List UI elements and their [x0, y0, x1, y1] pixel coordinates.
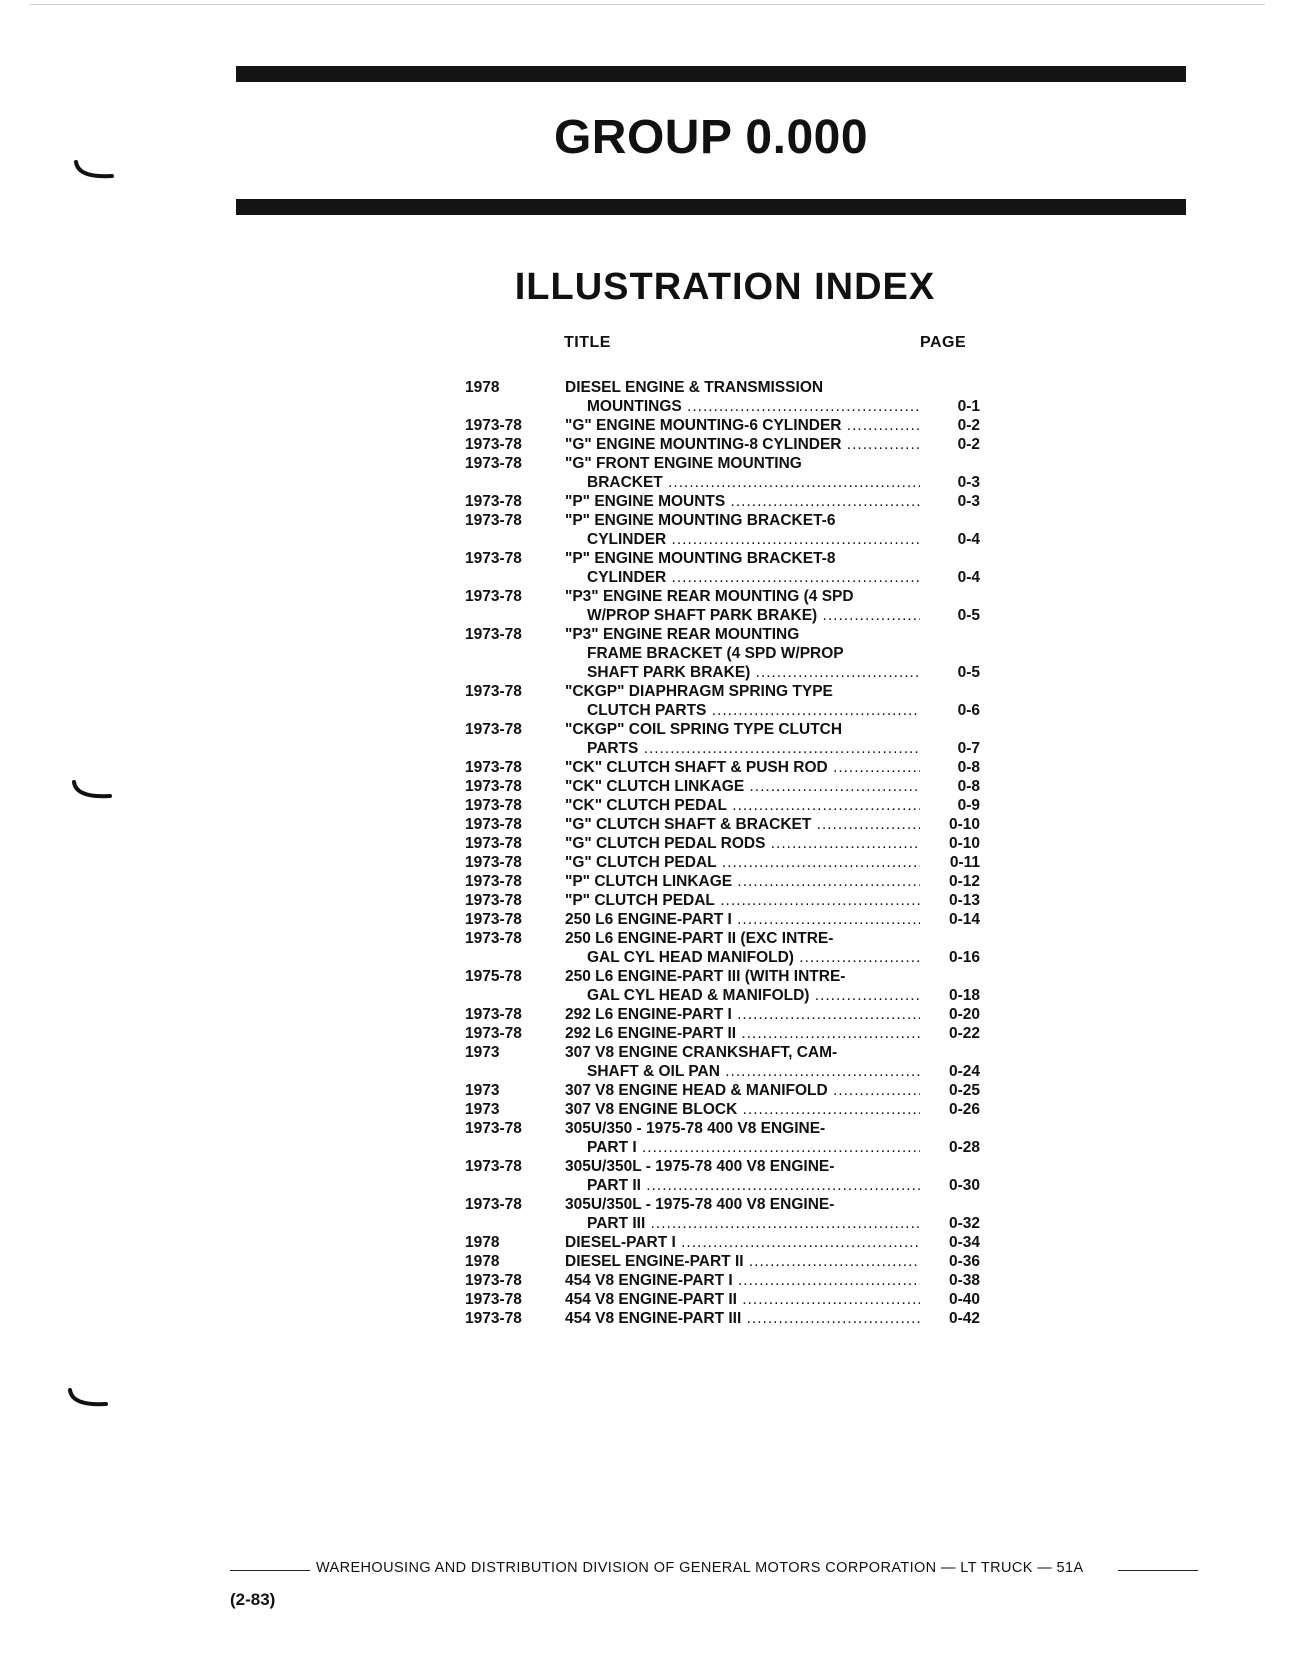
entry-title: "CK" CLUTCH PEDAL ..... — [565, 797, 920, 815]
entry-title: BRACKET ..... — [565, 474, 920, 492]
index-entry — [465, 625, 985, 682]
entry-year: 1973-78 — [465, 1120, 522, 1137]
entry-page: 0-36 — [948, 1253, 980, 1270]
entry-year: 1973-78 — [465, 892, 522, 909]
entry-title: DIESEL ENGINE & TRANSMISSION — [565, 379, 824, 396]
index-entry — [465, 1290, 985, 1309]
entry-year: 1975-78 — [465, 968, 522, 985]
entry-page: 0-12 — [948, 873, 980, 890]
entry-title: PART II ..... — [565, 1177, 920, 1195]
binder-hole-mark — [66, 1388, 110, 1410]
header-rule-top — [236, 66, 1186, 82]
index-entry-line — [465, 1157, 985, 1176]
index-entry-line — [465, 1100, 985, 1119]
index-entry-line — [465, 454, 985, 473]
index-entry-line — [465, 397, 985, 416]
index-entry — [465, 435, 985, 454]
entry-title: MOUNTINGS ..... — [565, 398, 920, 416]
index-entry-line — [465, 948, 985, 967]
index-entry-line — [465, 416, 985, 435]
entry-page: 0-10 — [948, 816, 980, 833]
entry-page: 0-9 — [957, 797, 980, 814]
entry-year: 1973-78 — [465, 1158, 522, 1175]
entry-page: 0-8 — [957, 778, 980, 795]
entry-page: 0-22 — [948, 1025, 980, 1042]
index-entry — [465, 891, 985, 910]
entry-page: 0-40 — [948, 1291, 980, 1308]
index-entry — [465, 872, 985, 891]
entry-title: 305U/350L - 1975-78 400 V8 ENGINE- — [565, 1196, 835, 1213]
entry-year: 1973-78 — [465, 512, 522, 529]
entry-year: 1973-78 — [465, 854, 522, 871]
entry-title: CYLINDER ..... — [565, 531, 920, 549]
binder-hole-mark — [70, 780, 114, 802]
entry-title: PARTS ..... — [565, 740, 920, 758]
index-entry-line — [465, 853, 985, 872]
column-header-page: PAGE — [920, 334, 967, 351]
entry-title: "P" CLUTCH PEDAL ..... — [565, 892, 920, 910]
entry-page: 0-16 — [948, 949, 980, 966]
index-entry — [465, 796, 985, 815]
index-entry — [465, 1195, 985, 1233]
entry-title: 250 L6 ENGINE-PART III (WITH INTRE- — [565, 968, 846, 985]
index-entry-line — [465, 891, 985, 910]
entry-title: 307 V8 ENGINE HEAD & MANIFOLD ..... — [565, 1082, 920, 1100]
entry-title: 250 L6 ENGINE-PART II (EXC INTRE- — [565, 930, 834, 947]
index-entry-line — [465, 986, 985, 1005]
index-entry-line — [465, 1024, 985, 1043]
column-header-title: TITLE — [564, 334, 611, 351]
entry-page: 0-8 — [957, 759, 980, 776]
binder-hole-mark — [72, 160, 116, 182]
index-entry — [465, 587, 985, 625]
index-entry-line — [465, 796, 985, 815]
entry-title: 454 V8 ENGINE-PART II ..... — [565, 1291, 920, 1309]
index-entry-line — [465, 1081, 985, 1100]
index-entry-line — [465, 625, 985, 644]
entry-title: "P3" ENGINE REAR MOUNTING (4 SPD — [565, 588, 854, 605]
footer-rule-right — [1118, 1570, 1198, 1571]
entry-year: 1973-78 — [465, 835, 522, 852]
entry-title: "G" CLUTCH PEDAL ..... — [565, 854, 920, 872]
entry-year: 1973-78 — [465, 1196, 522, 1213]
index-entry — [465, 777, 985, 796]
index-entry-line — [465, 530, 985, 549]
header-rule-bottom — [236, 199, 1186, 215]
entry-title: "G" CLUTCH SHAFT & BRACKET ..... — [565, 816, 920, 834]
index-entry-line — [465, 435, 985, 454]
index-entry — [465, 1100, 985, 1119]
entry-year: 1973 — [465, 1082, 500, 1099]
entry-page: 0-42 — [948, 1310, 980, 1327]
entry-page: 0-28 — [948, 1139, 980, 1156]
entry-page: 0-20 — [948, 1006, 980, 1023]
footer-text: WAREHOUSING AND DISTRIBUTION DIVISION OF GENERAL MOTORS CORPORATION — LT TRUCK — 51A — [316, 1560, 1084, 1576]
entry-title: SHAFT & OIL PAN ..... — [565, 1063, 920, 1081]
entry-title: "CK" CLUTCH LINKAGE ..... — [565, 778, 920, 796]
entry-title: "P" ENGINE MOUNTING BRACKET-8 — [565, 550, 836, 567]
index-entry-line — [465, 1005, 985, 1024]
index-entry — [465, 682, 985, 720]
index-entry-line — [465, 473, 985, 492]
entry-year: 1973-78 — [465, 797, 522, 814]
entry-title: FRAME BRACKET (4 SPD W/PROP — [587, 645, 844, 662]
index-entry-line — [465, 511, 985, 530]
entry-title: "G" CLUTCH PEDAL RODS ..... — [565, 835, 920, 853]
index-title: ILLUSTRATION INDEX — [514, 266, 936, 308]
entry-title: "CKGP" COIL SPRING TYPE CLUTCH — [565, 721, 843, 738]
entry-page: 0-30 — [948, 1177, 980, 1194]
index-entry — [465, 1081, 985, 1100]
index-entry — [465, 511, 985, 549]
entry-title: "CK" CLUTCH SHAFT & PUSH ROD ..... — [565, 759, 920, 777]
entry-year: 1973-78 — [465, 1006, 522, 1023]
entry-title: CYLINDER ..... — [565, 569, 920, 587]
index-entry-line — [465, 1290, 985, 1309]
entry-page: 0-7 — [957, 740, 980, 757]
revision-code: (2-83) — [230, 1590, 276, 1609]
entry-title: "P" ENGINE MOUNTING BRACKET-6 — [565, 512, 836, 529]
entry-year: 1973 — [465, 1044, 500, 1061]
entry-page: 0-24 — [948, 1063, 980, 1080]
entry-page: 0-2 — [957, 436, 980, 453]
index-entry — [465, 1005, 985, 1024]
index-entry-line — [465, 1195, 985, 1214]
index-entry-line — [465, 815, 985, 834]
entry-title: 292 L6 ENGINE-PART II ..... — [565, 1025, 920, 1043]
scan-edge-line — [30, 4, 1265, 5]
index-entry-line — [465, 492, 985, 511]
group-title: GROUP 0.000 — [553, 111, 869, 164]
entry-year: 1973-78 — [465, 493, 522, 510]
entry-title: CLUTCH PARTS ..... — [565, 702, 920, 720]
index-entry — [465, 758, 985, 777]
entry-page: 0-3 — [957, 493, 980, 510]
entry-year: 1978 — [465, 1234, 500, 1251]
entry-page: 0-26 — [948, 1101, 980, 1118]
entry-page: 0-32 — [948, 1215, 980, 1232]
entry-year: 1973-78 — [465, 759, 522, 776]
index-entry — [465, 967, 985, 1005]
index-entry-line — [465, 1271, 985, 1290]
entry-title: PART III ..... — [565, 1215, 920, 1233]
entry-title: 307 V8 ENGINE BLOCK ..... — [565, 1101, 920, 1119]
entry-title: 454 V8 ENGINE-PART III ..... — [565, 1310, 920, 1328]
index-entry-line — [465, 910, 985, 929]
entry-title: SHAFT PARK BRAKE) ..... — [565, 664, 920, 682]
index-entry-line — [465, 663, 985, 682]
entry-title: 307 V8 ENGINE CRANKSHAFT, CAM- — [565, 1044, 838, 1061]
entry-year: 1973-78 — [465, 911, 522, 928]
index-entry-line — [465, 777, 985, 796]
entry-page: 0-5 — [957, 607, 980, 624]
entry-year: 1973-78 — [465, 683, 522, 700]
index-entry — [465, 815, 985, 834]
entry-title: PART I ..... — [565, 1139, 920, 1157]
entry-year: 1973-78 — [465, 778, 522, 795]
entry-title: "G" ENGINE MOUNTING-6 CYLINDER ..... — [565, 417, 920, 435]
entry-year: 1973-78 — [465, 721, 522, 738]
index-entry — [465, 1157, 985, 1195]
entry-title: 305U/350L - 1975-78 400 V8 ENGINE- — [565, 1158, 835, 1175]
index-entry — [465, 1309, 985, 1328]
entry-year: 1973-78 — [465, 550, 522, 567]
entry-page: 0-18 — [948, 987, 980, 1004]
entry-title: "G" FRONT ENGINE MOUNTING — [565, 455, 802, 472]
index-entry — [465, 1233, 985, 1252]
index-entry — [465, 1043, 985, 1081]
index-entry-line — [465, 1062, 985, 1081]
entry-page: 0-25 — [948, 1082, 980, 1099]
entry-year: 1973 — [465, 1101, 500, 1118]
entry-page: 0-4 — [957, 531, 980, 548]
entry-year: 1973-78 — [465, 455, 522, 472]
index-entry — [465, 929, 985, 967]
entry-year: 1973-78 — [465, 930, 522, 947]
index-entry — [465, 1271, 985, 1290]
index-entry-line — [465, 378, 985, 397]
index-entry — [465, 416, 985, 435]
entry-year: 1973-78 — [465, 417, 522, 434]
entry-title: 292 L6 ENGINE-PART I ..... — [565, 1006, 920, 1024]
entry-year: 1973-78 — [465, 1291, 522, 1308]
entry-year: 1973-78 — [465, 1025, 522, 1042]
footer-rule-left — [230, 1570, 310, 1571]
index-entry-line — [465, 1138, 985, 1157]
entry-page: 0-11 — [949, 854, 980, 871]
index-entry — [465, 853, 985, 872]
index-entry-line — [465, 644, 985, 663]
entry-title: "P" CLUTCH LINKAGE ..... — [565, 873, 920, 891]
entry-year: 1973-78 — [465, 588, 522, 605]
index-entry-line — [465, 967, 985, 986]
entry-year: 1978 — [465, 1253, 500, 1270]
index-entry-line — [465, 1252, 985, 1271]
entry-year: 1973-78 — [465, 436, 522, 453]
entry-page: 0-34 — [948, 1234, 980, 1251]
entry-year: 1973-78 — [465, 1272, 522, 1289]
index-entry-line — [465, 1214, 985, 1233]
entry-title: 305U/350 - 1975-78 400 V8 ENGINE- — [565, 1120, 826, 1137]
entry-title: "P3" ENGINE REAR MOUNTING — [565, 626, 800, 643]
index-entry-line — [465, 701, 985, 720]
entry-page: 0-14 — [948, 911, 980, 928]
index-entry-line — [465, 682, 985, 701]
index-entry-line — [465, 758, 985, 777]
index-entry-line — [465, 872, 985, 891]
index-entry-line — [465, 929, 985, 948]
index-entry-line — [465, 1119, 985, 1138]
entry-title: W/PROP SHAFT PARK BRAKE) ..... — [565, 607, 920, 625]
entry-title: DIESEL ENGINE-PART II ..... — [565, 1253, 920, 1271]
index-entry-line — [465, 1233, 985, 1252]
entry-year: 1973-78 — [465, 873, 522, 890]
index-entry — [465, 454, 985, 492]
entry-page: 0-38 — [948, 1272, 980, 1289]
entry-year: 1973-78 — [465, 816, 522, 833]
entry-page: 0-13 — [948, 892, 980, 909]
index-entries — [465, 378, 985, 1328]
entry-title: 250 L6 ENGINE-PART I ..... — [565, 911, 920, 929]
index-entry — [465, 834, 985, 853]
index-entry-line — [465, 606, 985, 625]
entry-title: "CKGP" DIAPHRAGM SPRING TYPE — [565, 683, 833, 700]
entry-page: 0-6 — [957, 702, 980, 719]
entry-page: 0-5 — [957, 664, 980, 681]
index-entry — [465, 1024, 985, 1043]
entry-title: GAL CYL HEAD & MANIFOLD) ..... — [565, 987, 920, 1005]
entry-year: 1978 — [465, 379, 500, 396]
index-entry-line — [465, 587, 985, 606]
index-entry-line — [465, 1309, 985, 1328]
index-entry — [465, 1119, 985, 1157]
index-entry-line — [465, 568, 985, 587]
index-entry-line — [465, 834, 985, 853]
entry-title: "G" ENGINE MOUNTING-8 CYLINDER ..... — [565, 436, 920, 454]
index-entry-line — [465, 549, 985, 568]
entry-title: DIESEL-PART I ..... — [565, 1234, 920, 1252]
entry-title: GAL CYL HEAD MANIFOLD) ..... — [565, 949, 920, 967]
entry-page: 0-10 — [948, 835, 980, 852]
index-entry — [465, 1252, 985, 1271]
entry-page: 0-2 — [957, 417, 980, 434]
entry-page: 0-1 — [957, 398, 980, 415]
index-entry — [465, 549, 985, 587]
index-entry — [465, 492, 985, 511]
index-entry-line — [465, 1043, 985, 1062]
entry-title: 454 V8 ENGINE-PART I ..... — [565, 1272, 920, 1290]
entry-year: 1973-78 — [465, 1310, 522, 1327]
entry-page: 0-3 — [957, 474, 980, 491]
index-entry-line — [465, 720, 985, 739]
index-entry-line — [465, 739, 985, 758]
entry-title: "P" ENGINE MOUNTS ..... — [565, 493, 920, 511]
entry-year: 1973-78 — [465, 626, 522, 643]
index-entry — [465, 910, 985, 929]
index-entry — [465, 720, 985, 758]
entry-page: 0-4 — [957, 569, 980, 586]
index-entry-line — [465, 1176, 985, 1195]
index-entry — [465, 378, 985, 416]
